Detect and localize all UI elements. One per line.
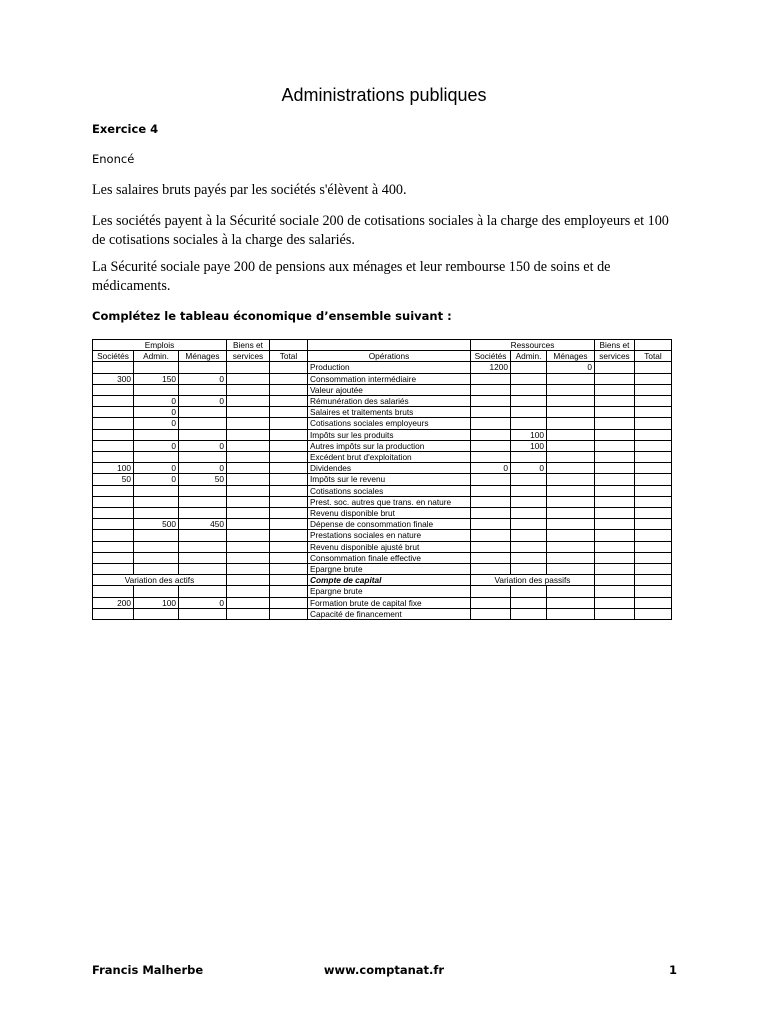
ressources-cell (511, 519, 547, 530)
col-societes: Sociétés (93, 351, 134, 362)
instruction-heading: Complétez le tableau économique d’ensemble suivant : (92, 309, 452, 323)
ressources-cell (547, 474, 595, 485)
col-services: services (595, 351, 635, 362)
col-total: Total (270, 351, 308, 362)
ressources-cell (635, 474, 672, 485)
emplois-cell (270, 429, 308, 440)
ressources-cell (511, 586, 547, 597)
ressources-cell (511, 362, 547, 373)
ressources-cell (471, 418, 511, 429)
ressources-cell (635, 552, 672, 563)
exercise-heading: Exercice 4 (92, 122, 159, 136)
emplois-cell (270, 384, 308, 395)
ressources-cell (511, 407, 547, 418)
ressources-cell (547, 541, 595, 552)
emplois-cell (134, 552, 179, 563)
page-title: Administrations publiques (281, 85, 487, 105)
table-row (93, 440, 672, 451)
ressources-cell (635, 485, 672, 496)
table-row (93, 396, 672, 407)
emplois-cell (227, 564, 270, 575)
operation-label: Revenu disponible ajusté brut (308, 541, 471, 552)
emplois-cell (93, 586, 134, 597)
emplois-cell (93, 384, 134, 395)
emplois-cell (270, 373, 308, 384)
biens-header-left: Biens et (227, 340, 270, 351)
operation-label: Impôts sur le revenu (308, 474, 471, 485)
table-row (93, 474, 672, 485)
ressources-cell (635, 564, 672, 575)
operation-label: Capacité de financement (308, 608, 471, 619)
ressources-cell (471, 597, 511, 608)
col-societes: Sociétés (471, 351, 511, 362)
operation-label: Epargne brute (308, 586, 471, 597)
emplois-cell (270, 440, 308, 451)
emplois-cell (227, 541, 270, 552)
emplois-cell (270, 362, 308, 373)
ressources-cell: 100 (511, 440, 547, 451)
emplois-cell (93, 508, 134, 519)
ressources-cell (471, 440, 511, 451)
ressources-cell (595, 452, 635, 463)
emplois-cell (93, 440, 134, 451)
table-row (93, 463, 672, 474)
emplois-cell (93, 418, 134, 429)
emplois-cell (93, 429, 134, 440)
emplois-cell (270, 608, 308, 619)
ressources-cell (471, 474, 511, 485)
table-row (93, 564, 672, 575)
ressources-cell (511, 541, 547, 552)
emplois-cell (227, 519, 270, 530)
emplois-cell (227, 552, 270, 563)
ressources-cell (595, 485, 635, 496)
ressources-cell (635, 440, 672, 451)
emplois-cell: 450 (179, 519, 227, 530)
emplois-cell (270, 463, 308, 474)
emplois-cell (227, 373, 270, 384)
ressources-cell (471, 586, 511, 597)
ressources-cell (511, 597, 547, 608)
table-row (93, 452, 672, 463)
ressources-cell (547, 418, 595, 429)
paragraph-3: La Sécurité sociale paye 200 de pensions aux ménages et leur rembourse 150 de soins et de médicaments. (92, 259, 611, 294)
emplois-cell: 0 (134, 474, 179, 485)
ressources-cell (547, 440, 595, 451)
operation-label: Excédent brut d'exploitation (308, 452, 471, 463)
emplois-cell (270, 485, 308, 496)
emplois-cell (227, 474, 270, 485)
emplois-cell (93, 452, 134, 463)
ressources-cell (547, 384, 595, 395)
emplois-cell: 500 (134, 519, 179, 530)
ressources-cell (635, 597, 672, 608)
emplois-cell (227, 463, 270, 474)
ressources-cell (635, 373, 672, 384)
emplois-cell (179, 452, 227, 463)
ressources-cell (547, 586, 595, 597)
emplois-cell (179, 418, 227, 429)
emplois-cell (134, 541, 179, 552)
ressources-cell (635, 530, 672, 541)
ressources-cell (547, 373, 595, 384)
ressources-cell (635, 496, 672, 507)
emplois-cell (179, 496, 227, 507)
ressources-cell (635, 519, 672, 530)
emplois-cell (93, 564, 134, 575)
emplois-cell (179, 384, 227, 395)
emplois-cell (93, 485, 134, 496)
emplois-cell (179, 407, 227, 418)
emplois-cell (270, 519, 308, 530)
paragraph-1: Les salaires bruts payés par les sociétés s'élèvent à 400. (92, 182, 407, 198)
variation-actifs-label: Variation des actifs (93, 575, 227, 586)
emplois-cell (227, 429, 270, 440)
ressources-cell (547, 429, 595, 440)
ressources-cell (471, 496, 511, 507)
ressources-cell (471, 407, 511, 418)
emplois-cell: 0 (179, 440, 227, 451)
ressources-cell: 100 (511, 429, 547, 440)
emplois-cell (270, 452, 308, 463)
emplois-cell (134, 530, 179, 541)
emplois-cell (227, 508, 270, 519)
ressources-cell (635, 384, 672, 395)
emplois-cell (134, 384, 179, 395)
ressources-cell (547, 452, 595, 463)
operation-label: Formation brute de capital fixe (308, 597, 471, 608)
table-row (93, 519, 672, 530)
ressources-cell (547, 485, 595, 496)
ressources-cell (547, 564, 595, 575)
emplois-cell (270, 407, 308, 418)
operation-label: Cotisations sociales (308, 485, 471, 496)
emplois-cell (134, 362, 179, 373)
ressources-cell: 0 (511, 463, 547, 474)
col-operations: Opérations (308, 351, 471, 362)
emplois-cell (179, 608, 227, 619)
enonce-heading: Enoncé (92, 152, 135, 166)
table-row (93, 586, 672, 597)
table-row (93, 597, 672, 608)
emplois-cell: 50 (179, 474, 227, 485)
emplois-cell (93, 608, 134, 619)
emplois-cell (270, 474, 308, 485)
table-header-sub (93, 351, 672, 362)
ressources-cell (547, 597, 595, 608)
compte-de-capital-label: Compte de capital (308, 575, 471, 586)
ressources-cell (511, 396, 547, 407)
ressources-cell (595, 373, 635, 384)
ressources-cell (635, 608, 672, 619)
ressources-cell (511, 552, 547, 563)
emplois-cell (227, 496, 270, 507)
emplois-cell (134, 608, 179, 619)
col-menages: Ménages (547, 351, 595, 362)
emplois-cell: 0 (134, 440, 179, 451)
emplois-cell (270, 597, 308, 608)
ressources-cell (595, 407, 635, 418)
emplois-cell: 0 (134, 396, 179, 407)
table-row (93, 485, 672, 496)
ressources-cell (635, 362, 672, 373)
ressources-cell (471, 519, 511, 530)
operation-label: Consommation finale effective (308, 552, 471, 563)
footer-page-number: 1 (669, 963, 678, 977)
operation-label: Production (308, 362, 471, 373)
emplois-cell (93, 519, 134, 530)
table-row (93, 418, 672, 429)
ressources-cell (511, 384, 547, 395)
emplois-cell: 100 (134, 597, 179, 608)
col-admin: Admin. (511, 351, 547, 362)
emplois-cell: 0 (179, 396, 227, 407)
ressources-cell (471, 396, 511, 407)
ressources-cell (511, 485, 547, 496)
table-row (93, 541, 672, 552)
emplois-cell (179, 429, 227, 440)
emplois-cell (134, 429, 179, 440)
emplois-cell (227, 597, 270, 608)
emplois-cell (227, 608, 270, 619)
ressources-cell (547, 508, 595, 519)
emplois-cell (227, 530, 270, 541)
emplois-cell (270, 564, 308, 575)
table-row (93, 530, 672, 541)
ressources-cell (471, 508, 511, 519)
table-row (93, 552, 672, 563)
operation-label: Revenu disponible brut (308, 508, 471, 519)
ressources-cell (511, 418, 547, 429)
ressources-cell (547, 396, 595, 407)
emplois-cell (179, 485, 227, 496)
emplois-cell: 200 (93, 597, 134, 608)
operation-label: Dépense de consommation finale (308, 519, 471, 530)
ressources-cell (511, 508, 547, 519)
biens-header-right: Biens et (595, 340, 635, 351)
ressources-cell (547, 407, 595, 418)
ressources-cell (595, 541, 635, 552)
emplois-cell (227, 485, 270, 496)
emplois-cell (227, 586, 270, 597)
emplois-cell (93, 407, 134, 418)
ressources-cell (595, 519, 635, 530)
ressources-cell (635, 407, 672, 418)
ressources-cell (511, 564, 547, 575)
emplois-cell (134, 452, 179, 463)
ressources-cell (471, 452, 511, 463)
emplois-cell (227, 362, 270, 373)
ressources-cell (595, 508, 635, 519)
table-header-top (93, 340, 672, 351)
operation-label: Epargne brute (308, 564, 471, 575)
footer-author: Francis Malherbe (92, 963, 204, 977)
variation-passifs-label: Variation des passifs (471, 575, 595, 586)
ressources-cell (471, 552, 511, 563)
emplois-cell: 0 (179, 597, 227, 608)
emplois-cell (179, 541, 227, 552)
table-row (93, 608, 672, 619)
emplois-cell (93, 530, 134, 541)
emplois-cell (227, 418, 270, 429)
emplois-cell: 300 (93, 373, 134, 384)
emplois-cell: 0 (134, 463, 179, 474)
operation-label: Consommation intermédiaire (308, 373, 471, 384)
ressources-cell (511, 608, 547, 619)
ressources-cell (471, 384, 511, 395)
ressources-cell (547, 530, 595, 541)
paragraph-2: Les sociétés payent à la Sécurité sociale 200 de cotisations sociales à la charge des employeurs et 100 de cotisations sociales à la charge des salariés. (92, 213, 669, 248)
emplois-cell (179, 530, 227, 541)
emplois-cell (270, 586, 308, 597)
ressources-cell (471, 373, 511, 384)
table-row (93, 407, 672, 418)
emplois-cell (227, 452, 270, 463)
table-row (93, 362, 672, 373)
emplois-cell (179, 552, 227, 563)
emplois-cell (179, 508, 227, 519)
emplois-cell (227, 396, 270, 407)
ressources-cell (471, 485, 511, 496)
col-menages: Ménages (179, 351, 227, 362)
ressources-cell (595, 418, 635, 429)
ressources-cell (595, 474, 635, 485)
emplois-cell (270, 530, 308, 541)
table-row (93, 373, 672, 384)
ressources-cell (595, 564, 635, 575)
emplois-cell (270, 396, 308, 407)
ressources-cell (595, 608, 635, 619)
emplois-cell: 0 (179, 373, 227, 384)
ressources-cell (595, 396, 635, 407)
ressources-cell (595, 586, 635, 597)
emplois-cell (93, 362, 134, 373)
table-row (93, 508, 672, 519)
ressources-cell (595, 429, 635, 440)
emplois-cell (227, 384, 270, 395)
ressources-cell (511, 452, 547, 463)
ressources-cell (635, 586, 672, 597)
table-row (93, 429, 672, 440)
emplois-cell (134, 586, 179, 597)
operation-label: Salaires et traitements bruts (308, 407, 471, 418)
emplois-cell (270, 496, 308, 507)
ressources-cell (595, 552, 635, 563)
emplois-cell (134, 508, 179, 519)
ressources-cell: 0 (471, 463, 511, 474)
ressources-cell: 1200 (471, 362, 511, 373)
ressources-cell (547, 608, 595, 619)
operation-label: Autres impôts sur la production (308, 440, 471, 451)
ressources-cell (595, 597, 635, 608)
emplois-cell: 0 (179, 463, 227, 474)
ressources-cell (471, 541, 511, 552)
ressources-cell (547, 496, 595, 507)
emplois-cell (134, 496, 179, 507)
ressources-cell (471, 429, 511, 440)
col-admin: Admin. (134, 351, 179, 362)
ressources-cell (511, 530, 547, 541)
emplois-cell (93, 396, 134, 407)
economic-table (92, 339, 672, 620)
emplois-cell (270, 508, 308, 519)
emplois-cell (270, 541, 308, 552)
ressources-cell (635, 429, 672, 440)
table-row (93, 496, 672, 507)
operation-label: Prest. soc. autres que trans. en nature (308, 496, 471, 507)
operation-label: Dividendes (308, 463, 471, 474)
ressources-cell (635, 541, 672, 552)
operation-label: Valeur ajoutée (308, 384, 471, 395)
operation-label: Prestations sociales en nature (308, 530, 471, 541)
ressources-cell (595, 496, 635, 507)
emplois-cell (93, 541, 134, 552)
ressources-cell (595, 362, 635, 373)
emplois-cell (93, 496, 134, 507)
ressources-header: Ressources (471, 340, 595, 351)
ressources-cell (635, 396, 672, 407)
emplois-cell (270, 552, 308, 563)
ressources-cell: 0 (547, 362, 595, 373)
ressources-cell (635, 452, 672, 463)
emplois-header: Emplois (93, 340, 227, 351)
emplois-cell (227, 407, 270, 418)
col-total: Total (635, 351, 672, 362)
footer-website: www.comptanat.fr (323, 963, 445, 977)
emplois-cell (270, 418, 308, 429)
ressources-cell (635, 508, 672, 519)
ressources-cell (595, 440, 635, 451)
ressources-cell (547, 552, 595, 563)
emplois-cell: 0 (134, 418, 179, 429)
emplois-cell (179, 362, 227, 373)
ressources-cell (595, 530, 635, 541)
emplois-cell (134, 564, 179, 575)
emplois-cell (227, 440, 270, 451)
emplois-cell: 150 (134, 373, 179, 384)
table-row (93, 384, 672, 395)
emplois-cell: 100 (93, 463, 134, 474)
ressources-cell (471, 608, 511, 619)
ressources-cell (511, 373, 547, 384)
ressources-cell (547, 463, 595, 474)
col-services: services (227, 351, 270, 362)
ressources-cell (595, 463, 635, 474)
ressources-cell (511, 474, 547, 485)
operation-label: Rémunération des salariés (308, 396, 471, 407)
ressources-cell (635, 418, 672, 429)
ressources-cell (547, 519, 595, 530)
ressources-cell (471, 564, 511, 575)
ressources-cell (635, 463, 672, 474)
capital-account-row (93, 575, 672, 586)
emplois-cell (93, 552, 134, 563)
emplois-cell: 50 (93, 474, 134, 485)
emplois-cell (134, 485, 179, 496)
ressources-cell (471, 530, 511, 541)
emplois-cell (179, 586, 227, 597)
ressources-cell (511, 496, 547, 507)
operation-label: Impôts sur les produits (308, 429, 471, 440)
emplois-cell (179, 564, 227, 575)
operation-label: Cotisations sociales employeurs (308, 418, 471, 429)
emplois-cell: 0 (134, 407, 179, 418)
ressources-cell (595, 384, 635, 395)
